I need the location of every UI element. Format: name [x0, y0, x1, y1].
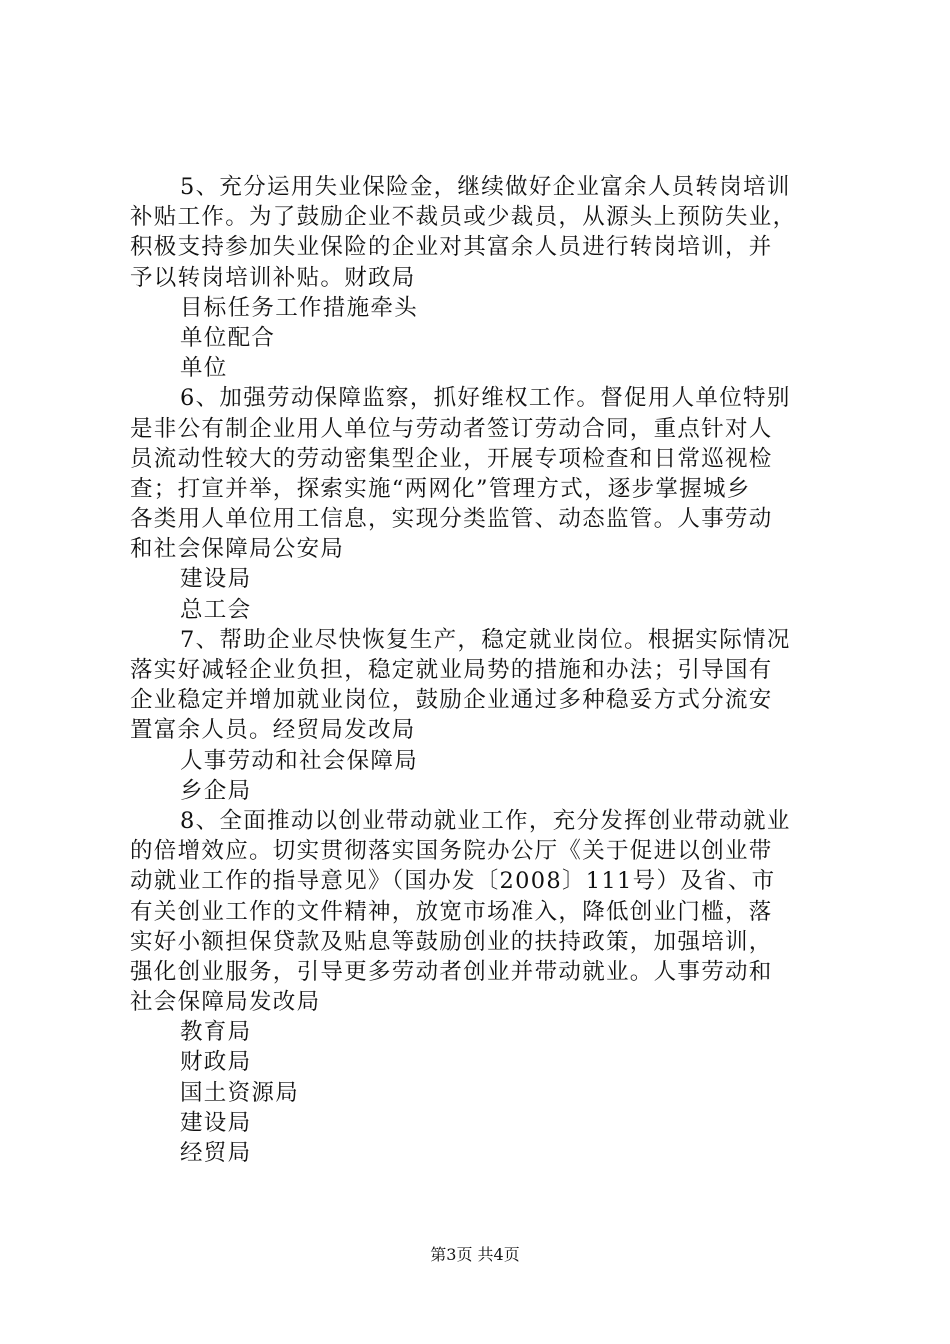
text-line: 和社会保障局公安局	[130, 536, 345, 563]
text-line: 8、全面推动以创业带动就业工作，充分发挥创业带动就业	[180, 807, 791, 834]
text-line: 动就业工作的指导意见》（国办发〔2008〕111号）及省、市	[130, 868, 776, 895]
page-footer	[0, 1245, 950, 1265]
text-line: 单位配合	[180, 324, 276, 351]
text-line: 7、帮助企业尽快恢复生产，稳定就业岗位。根据实际情况	[180, 626, 791, 653]
text-line: 各类用人单位用工信息，实现分类监管、动态监管。人事劳动	[130, 506, 773, 533]
text-line: 积极支持参加失业保险的企业对其富余人员进行转岗培训，并	[130, 234, 773, 261]
text-line: 员流动性较大的劳动密集型企业，开展专项检查和日常巡视检	[130, 445, 773, 472]
text-line: 企业稳定并增加就业岗位，鼓励企业通过多种稳妥方式分流安	[130, 687, 773, 714]
page-number: 第3页 共4页	[430, 1245, 520, 1264]
document-body	[130, 172, 830, 1168]
text-line: 乡企局	[180, 777, 252, 804]
text-line: 目标任务工作措施牵头	[180, 294, 419, 321]
text-line: 财政局	[180, 1049, 252, 1076]
text-line: 建设局	[180, 566, 252, 593]
text-line: 社会保障局发改局	[130, 989, 321, 1016]
text-line: 的倍增效应。切实贯彻落实国务院办公厅《关于促进以创业带	[130, 838, 773, 865]
text-line: 予以转岗培训补贴。财政局	[130, 264, 416, 291]
text-line: 置富余人员。经贸局发改局	[130, 717, 416, 744]
text-line: 经贸局	[180, 1140, 252, 1166]
text-line: 6、加强劳动保障监察，抓好维权工作。督促用人单位特别	[180, 385, 791, 412]
text-line: 教育局	[180, 1019, 252, 1046]
text-line: 有关创业工作的文件精神，放宽市场准入，降低创业门槛，落	[130, 898, 773, 925]
text-line: 落实好减轻企业负担，稳定就业局势的措施和办法；引导国有	[130, 657, 773, 683]
text-line: 查；打宣并举，探索实施“两网化”管理方式，逐步掌握城乡	[130, 475, 751, 502]
text-line: 补贴工作。为了鼓励企业不裁员或少裁员，从源头上预防失业，	[130, 204, 797, 231]
text-line: 强化创业服务，引导更多劳动者创业并带动就业。人事劳动和	[130, 958, 773, 985]
text-line: 单位	[180, 355, 228, 382]
text-line: 实好小额担保贷款及贴息等鼓励创业的扶持政策，加强培训，	[130, 928, 773, 955]
text-line: 国土资源局	[180, 1079, 300, 1106]
text-line: 5、充分运用失业保险金，继续做好企业富余人员转岗培训	[180, 174, 791, 200]
text-line: 总工会	[180, 596, 252, 623]
text-line: 是非公有制企业用人单位与劳动者签订劳动合同，重点针对人	[130, 415, 773, 442]
text-line: 建设局	[180, 1109, 252, 1136]
text-line: 人事劳动和社会保障局	[180, 747, 419, 774]
